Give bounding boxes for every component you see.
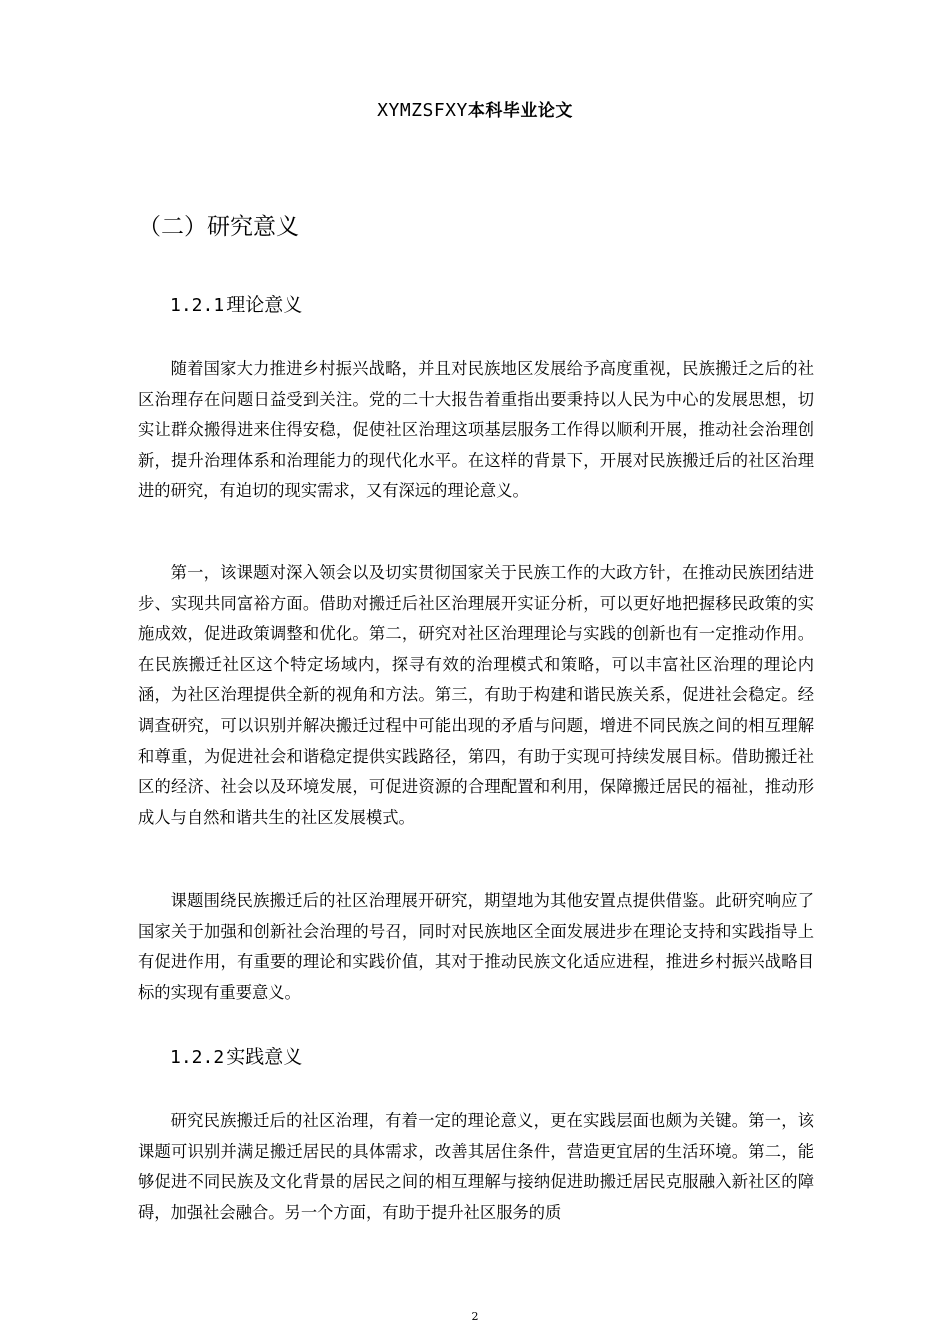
- header-title: 本科毕业论文: [467, 101, 573, 121]
- paragraph: 第一，该课题对深入领会以及切实贯彻国家关于民族工作的大政方针，在推动民族团结进步、实现共同富裕方面。借助对搬迁后社区治理展开实证分析，可以更好地把握移民政策的实施成效，促进政策调整和优化。第二，研究对社区治理理论与实践的创新也有一定推动作用。在民族搬迁社区这个特定场域内，探寻有效的治理模式和策略，可以丰富社区治理的理论内涵，为社区治理提供全新的视角和方法。第三，有助于构建和谐民族关系，促进社会稳定。经调查研究，可以识别并解决搬迁过程中可能出现的矛盾与问题，增进不同民族之间的相互理解和尊重，为促进社会和谐稳定提供实践路径，第四，有助于实现可持续发展目标。借助搬迁社区的经济、社会以及环境发展，可促进资源的合理配置和利用，保障搬迁居民的福祉，推动形成人与自然和谐共生的社区发展模式。: [138, 563, 814, 827]
- subsection-heading-practice: [170, 1042, 302, 1069]
- paragraph: 课题围绕民族搬迁后的社区治理展开研究，期望地为其他安置点提供借鉴。此研究响应了国家关于加强和创新社会治理的号召，同时对民族地区全面发展进步在理论支持和实践指导上有促进作用，有重要的理论和实践价值，其对于推动民族文化适应进程，推进乡村振兴战略目标的实现有重要意义。: [138, 891, 814, 1002]
- subsection-title: 理论意义: [226, 294, 303, 316]
- paragraph: 研究民族搬迁后的社区治理，有着一定的理论意义，更在实践层面也颇为关键。第一，该课题可识别并满足搬迁居民的具体需求，改善其居住条件，营造更宜居的生活环境。第二，能够促进不同民族及文化背景的居民之间的相互理解与接纳促进助搬迁居民克服融入新社区的障碍，加强社会融合。另一个方面，有助于提升社区服务的质: [138, 1111, 814, 1222]
- section-heading: （二）研究意义: [138, 214, 299, 240]
- header-rule: [138, 124, 814, 125]
- running-header: [0, 96, 950, 121]
- subsection-number: 1.2.1: [170, 295, 225, 316]
- page-number: 2: [471, 1310, 479, 1323]
- paragraph: 随着国家大力推进乡村振兴战略，并且对民族地区发展给予高度重视，民族搬迁之后的社区治理存在问题日益受到关注。党的二十大报告着重指出要秉持以人民为中心的发展思想，切实让群众搬得进来住得安稳，促使社区治理这项基层服务工作得以顺利开展，推动社会治理创新，提升治理体系和治理能力的现代化水平。在这样的背景下，开展对民族搬迁后的社区治理进的研究，有迫切的现实需求，又有深远的理论意义。: [138, 359, 814, 501]
- subsection-title: 实践意义: [226, 1046, 303, 1068]
- subsection-number: 1.2.2: [170, 1047, 225, 1068]
- subsection-heading-theory: [170, 290, 302, 317]
- header-code: XYMZSFXY: [377, 100, 468, 121]
